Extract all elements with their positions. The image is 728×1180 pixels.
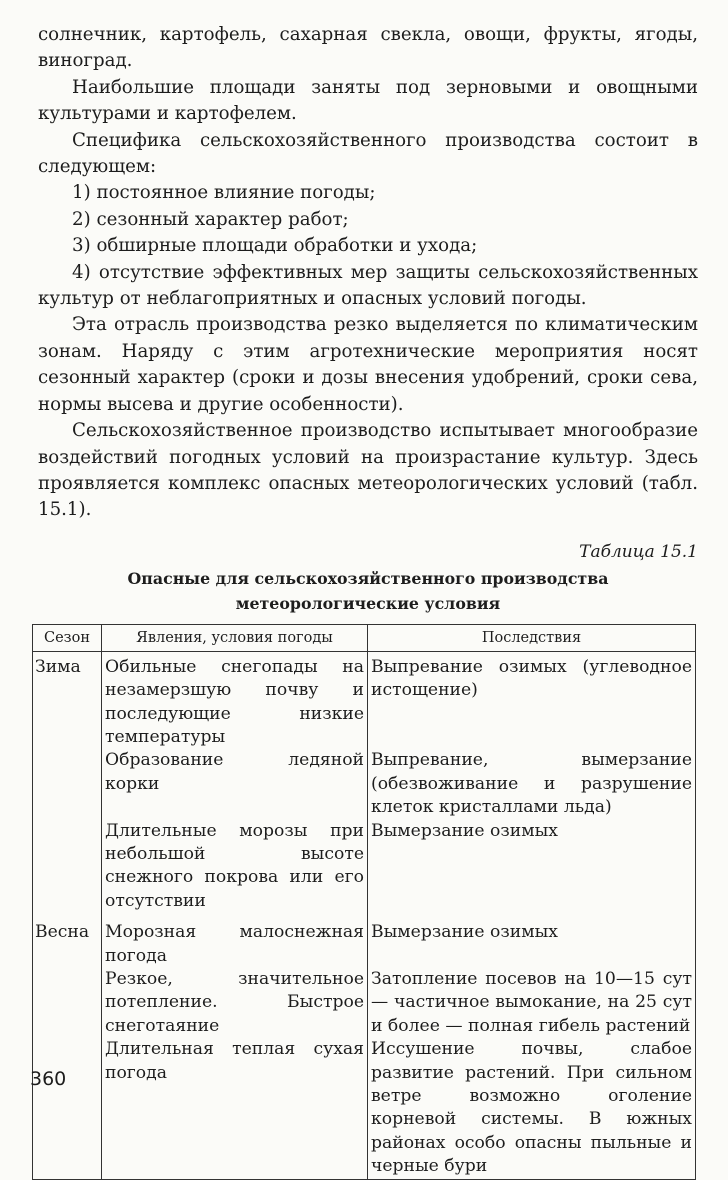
- list-item: 3) обширные площади обработки и ухода;: [72, 235, 478, 257]
- phenomenon-text: Морозная малоснежная погода: [105, 922, 364, 966]
- header-consequences: Последствия: [368, 624, 696, 651]
- table-number: Таблица 15.1: [579, 541, 698, 562]
- phenomenon-text: Длительная теплая сухая погода: [105, 1039, 364, 1083]
- phenomenon-cell: [102, 820, 368, 922]
- consequence-cell: [368, 968, 696, 1038]
- phenomenon-text: Образование ледяной корки: [105, 750, 364, 794]
- paragraph-continuation: солнечник, картофель, сахарная свекла, овощи, фрукты, ягоды, виноград.: [38, 24, 698, 72]
- header-season: Сезон: [33, 624, 102, 651]
- phenomenon-cell: [102, 921, 368, 968]
- season-cell: [33, 820, 102, 922]
- phenomenon-cell: [102, 651, 368, 749]
- phenomenon-cell: [102, 1038, 368, 1179]
- list-item: 1) постоянное влияние погоды;: [72, 182, 376, 204]
- season-cell: [33, 968, 102, 1038]
- table-row: [33, 749, 696, 819]
- season-cell: [33, 749, 102, 819]
- page-number: 360: [30, 1068, 67, 1090]
- consequence-cell: [368, 820, 696, 922]
- paragraph-specifics: Специфика сельскохозяйственного производства состоит в следующем:: [38, 129, 698, 178]
- consequence-cell: [368, 921, 696, 968]
- consequence-text: Вымерзание озимых: [371, 922, 558, 943]
- table-row: [33, 1038, 696, 1179]
- header-phenomena: Явления, условия погоды: [102, 624, 368, 651]
- list-item: 4) отсутствие эффективных мер защиты сельскохозяйственных культур от неблагоприятных и опасных условий погоды.: [38, 261, 698, 310]
- table-row: [33, 651, 696, 749]
- season-cell: [33, 1038, 102, 1179]
- consequence-text: Затопление посевов на 10—15 сут — частичное вымокание, на 25 сут и более — полная гибель растений: [371, 969, 692, 1036]
- weather-conditions-table: [32, 624, 696, 1180]
- consequence-text: Выпревание озимых (углеводное истощение): [371, 656, 692, 701]
- phenomenon-cell: [102, 749, 368, 819]
- table-title: Опасные для сельскохозяйственного производства метеорологические условия: [127, 568, 609, 613]
- table-header-row: [33, 624, 696, 651]
- consequence-text: Иссушение почвы, слабое развитие растений. При сильном ветре возможно оголение корневой системы. В южных районах особо опасны пыльные и черные бури: [371, 1039, 692, 1177]
- table-row: [33, 968, 696, 1038]
- season-cell: Зима: [33, 651, 102, 749]
- phenomenon-text: Резкое, значительное потепление. Быстрое снеготаяние: [105, 969, 364, 1036]
- paragraph-climate-zones: Эта отрасль производства резко выделяется по климатическим зонам. Наряду с этим агротехнические мероприятия носят сезонный характер (сроки и дозы внесения удобрений, сроки сева, нормы высева и другие особенности).: [38, 314, 698, 415]
- phenomenon-cell: [102, 968, 368, 1038]
- consequence-cell: [368, 651, 696, 749]
- table-row: [33, 820, 696, 922]
- season-cell: Весна: [33, 921, 102, 968]
- paragraph-weather-impact: Сельскохозяйственное производство испытывает многообразие воздействий погодных условий на произрастание культур. Здесь проявляется комплекс опасных метеорологических условий (табл. 15.1).: [38, 420, 698, 521]
- page-content: [35, 22, 698, 1180]
- phenomenon-text: Обильные снегопады на незамерзшую почву и последующие низкие температуры: [105, 656, 364, 747]
- list-item: 2) сезонный характер работ;: [72, 208, 349, 230]
- consequence-text: Вымерзание озимых: [371, 820, 558, 841]
- consequence-cell: [368, 1038, 696, 1179]
- consequence-text: Выпревание, вымерзание (обезвоживание и разрушение клеток кристаллами льда): [371, 750, 692, 818]
- consequence-cell: [368, 749, 696, 819]
- paragraph-main-areas: Наибольшие площади заняты под зерновыми и овощными культурами и картофелем.: [38, 76, 698, 125]
- table-row: [33, 921, 696, 968]
- phenomenon-text: Длительные морозы при небольшой высоте снежного покрова или его отсутствии: [105, 820, 364, 911]
